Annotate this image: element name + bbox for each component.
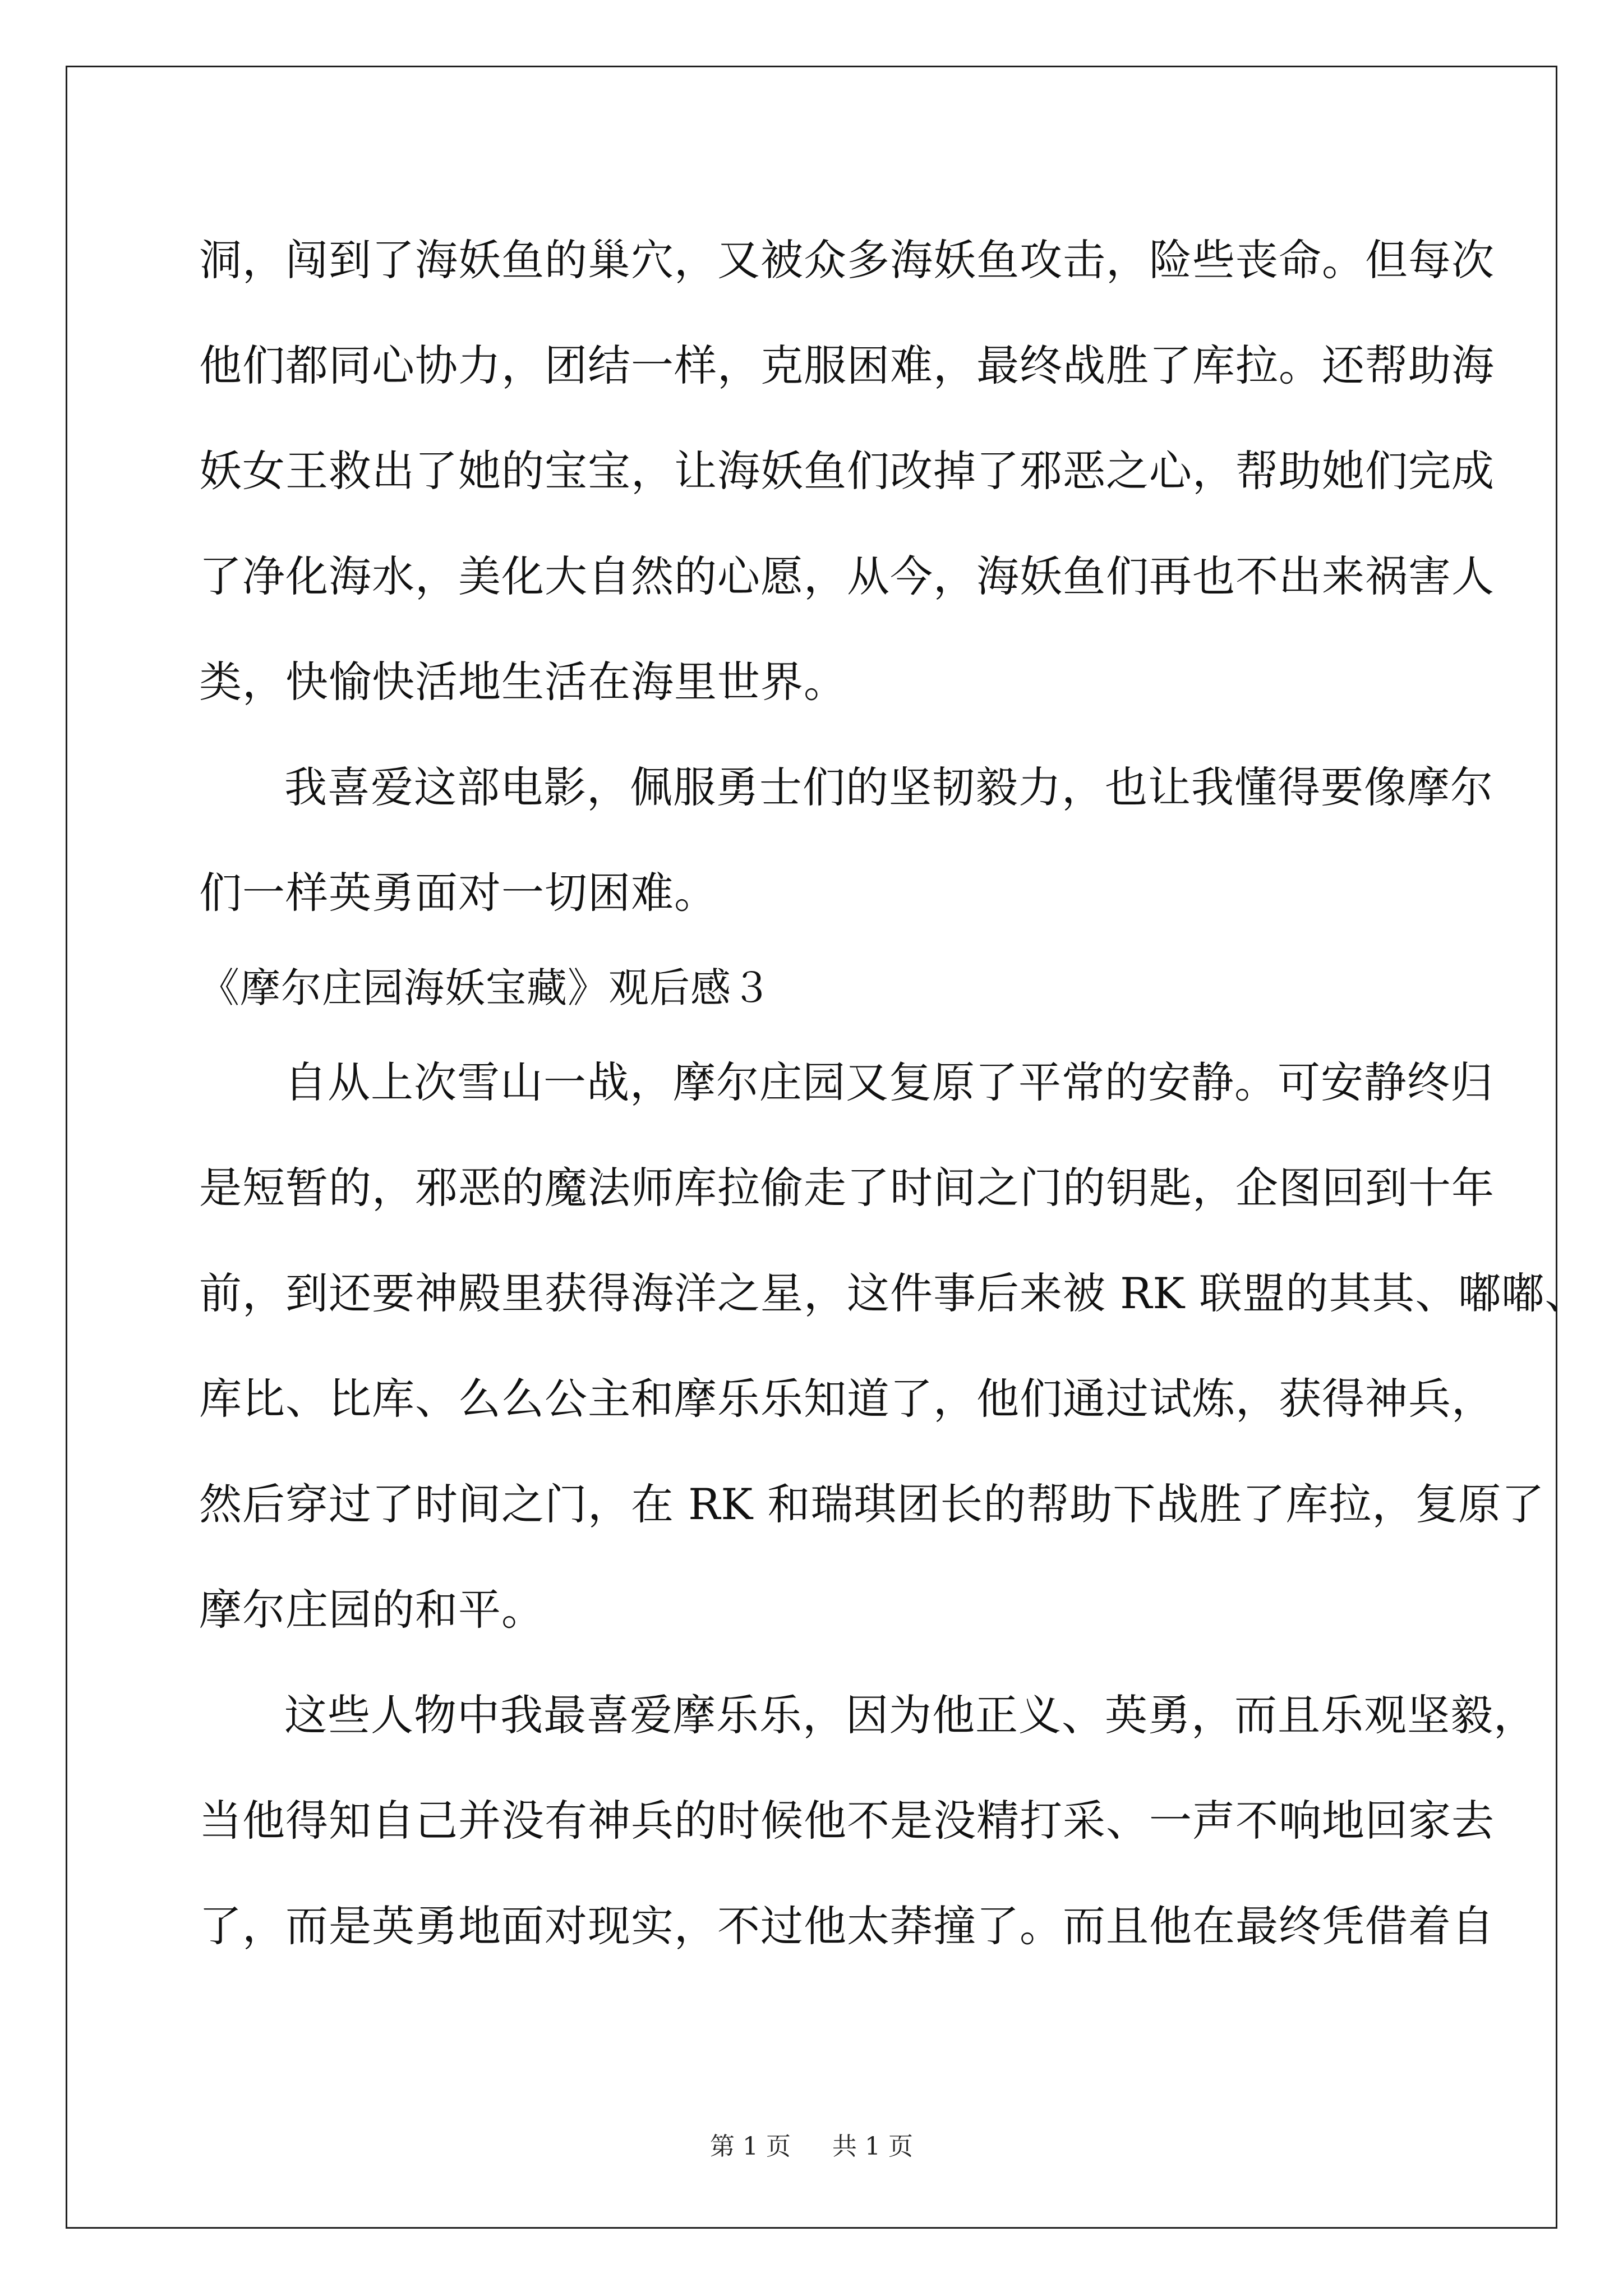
paragraph-line: 了净化海水，美化大自然的心愿，从今，海妖鱼们再也不出来祸害人: [199, 551, 1495, 601]
paragraph-line: 是短暂的，邪恶的魔法师库拉偷走了时间之门的钥匙，企图回到十年: [199, 1163, 1495, 1213]
paragraph-line: 前，到还要神殿里获得海洋之星，这件事后来被 RK 联盟的其其、嘟嘟、: [199, 1268, 1588, 1318]
document-body: [199, 208, 1588, 1979]
page-footer: [0, 2126, 1623, 2162]
paragraph-line: 当他得知自己并没有神兵的时候他不是没精打采、一声不响地回家去: [199, 1796, 1495, 1846]
paragraph-line: 妖女王救出了她的宝宝，让海妖鱼们改掉了邪恶之心，帮助她们完成: [199, 446, 1495, 496]
paragraph-line: 洞，闯到了海妖鱼的巢穴，又被众多海妖鱼攻击，险些丧命。但每次: [199, 235, 1495, 285]
paragraph-line: 了，而是英勇地面对现实，不过他太莽撞了。而且他在最终凭借着自: [199, 1901, 1495, 1951]
page-total: 共 1 页: [832, 2132, 913, 2161]
paragraph-line: 自从上次雪山一战，摩尔庄园又复原了平常的安静。可安静终归: [284, 1057, 1493, 1107]
paragraph-line: 然后穿过了时间之门，在 RK 和瑞琪团长的帮助下战胜了库拉，复原了: [199, 1479, 1545, 1529]
paragraph-line: 他们都同心协力，团结一样，克服困难，最终战胜了库拉。还帮助海: [199, 341, 1495, 390]
paragraph-line: 们一样英勇面对一切困难。: [199, 868, 717, 918]
paragraph-line: 摩尔庄园的和平。: [199, 1585, 545, 1635]
paragraph-line: 我喜爱这部电影，佩服勇士们的坚韧毅力，也让我懂得要像摩尔: [284, 762, 1493, 812]
paragraph-line: 库比、比库、么么公主和摩乐乐知道了，他们通过试炼，获得神兵，: [199, 1374, 1495, 1424]
paragraph-line: 这些人物中我最喜爱摩乐乐，因为他正义、英勇，而且乐观坚毅，: [284, 1690, 1537, 1740]
section-heading: 《摩尔庄园海妖宝藏》观后感３: [199, 964, 773, 1011]
page-number: 第 1 页: [710, 2132, 791, 2161]
paragraph-line: 类，快愉快活地生活在海里世界。: [199, 657, 847, 707]
